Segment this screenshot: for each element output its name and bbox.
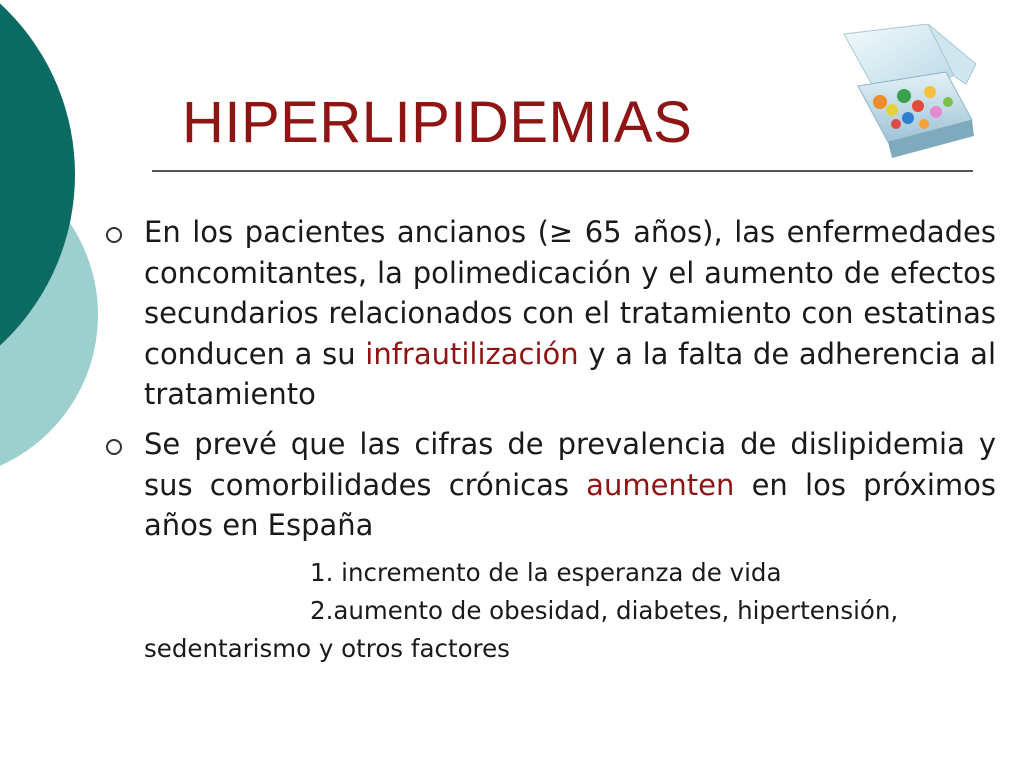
bullet-text: En los pacientes ancianos (≥ 65 años), las enfermedades concomitantes, la polimedicación y el aumento de efectos secundarios relacionados con el tratamiento con estatinas conducen a su [144, 215, 996, 371]
slide-content [100, 212, 996, 668]
bullet-text: en los próximos años en España [144, 467, 996, 543]
bullet-highlight: aumenten [586, 467, 735, 502]
sub-item [144, 554, 996, 592]
sub-list [144, 554, 996, 668]
bullet-item [100, 212, 996, 415]
bullet-highlight: infrautilización [365, 336, 579, 371]
slide-title: HIPERLIPIDEMIAS [182, 90, 693, 155]
hollow-circle-bullet-icon [106, 227, 122, 243]
sub-item-text: 1. incremento de la esperanza de vida [310, 557, 782, 587]
bullet-text: y a la falta de adherencia al tratamiento [144, 336, 997, 412]
hollow-circle-bullet-icon [106, 439, 122, 455]
bullet-text: Se prevé que las cifras de prevalencia de dislipidemia y sus comorbilidades crónicas [144, 426, 996, 502]
pill-organizer-icon [836, 24, 986, 164]
sub-item [144, 592, 996, 668]
sub-item-text: 2.aumento de obesidad, diabetes, hipertensión, sedentarismo y otros factores [144, 595, 899, 663]
bullet-item [100, 424, 996, 546]
title-divider [152, 170, 973, 172]
